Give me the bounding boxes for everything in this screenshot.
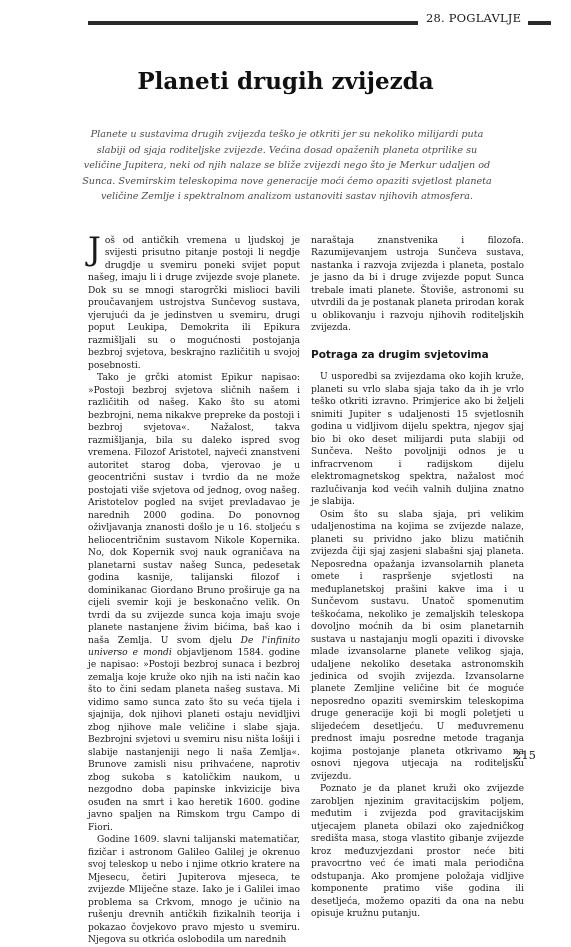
chapter-abstract: Planete u sustavima drugih zvijezda teško je otkriti jer su nekoliko milijardi puta slabiji od sjaja roditeljske zvijezde. Većina dosad opaženih planeta otprilike su veličine Jupitera, neki od njih nalaze se bliže zvijezdi nego što je Merkur udaljen od Sunca. Svemirskim teleskopima nove generacije moći ćemo opaziti svjetlost planeta veličine Zemlje i spektralnom analizom ustanoviti sastav njihovih atmosfera. [82, 129, 492, 202]
paragraph: Poznato je da planet kruži oko zvijezde zarobljen njezinim gravitacijskim poljem, međutim i zvijezda pod gravitacijskim utjecajem planeta obilazi oko zajedničkog središta masa, stoga vlastito gibanje zvijezde kroz međuzvjezdani prostor neće biti pravocrtno već će imati mala periodična odstupanja. Ako promjene položaja vidljive komponente pratimo više godina ili desetljeća, možemo opaziti da ona na nebu opisuje kružnu putanju. [311, 784, 524, 920]
paragraph: U usporedbi sa zvijezdama oko kojih kruže, planeti su vrlo slaba sjaja tako da ih je vrlo teško otkriti izravno. Primjerice ako bi željeli snimiti Jupiter s udaljenosti 15 svjetlosnih godina u vidljivom dijelu spektra, njegov sjaj bio bi oko deset milijardi puta slabiji od Sunčeva. Nešto povoljniji odnos je u infracrvenom i radijskom dijelu elektromagnetskog spektra, nažalost moć razlučivanja kod većih valnih duljina znatno je slabija. [311, 372, 524, 508]
drop-cap: J [88, 230, 101, 268]
paragraph-text: oš od antičkih vremena u ljudskoj je svijesti prisutno pitanje postoji li negdje drugdje u svemiru poneki svijet poput našeg, imaju li i druge zvijezde svoje planete. Dok su se mnogi starogrčki mislioci bavili proučavanjem ustrojstva Sunčevog sustava, vjerujući da je jedinstven u svemiru, drugi poput Leukipa, Demokrita ili Epikura razmišljali su o mogućnosti postojanja bezbroj svjetova, beskrajno različitih u svojoj posebnosti. [88, 236, 300, 371]
header-rule-left [88, 21, 418, 25]
paragraph: Osim što su slaba sjaja, pri velikim udaljenostima na kojima se zvijezde nalaze, planeti su prividno jako blizu matičnih zvijezda čiji sjaj zasjeni slabašni sjaj planeta. Neposredna opažanja izvansolarnih planeta omete i raspršenje svjetlosti na međuplanetskoj prašini kakve ima i u Sunčevom sustavu. Unatoč spomenutim teškoćama, nekoliko je zemaljskih teleskopa dovoljno moćnih da bi osim planetarnih sustava u nastajanju mogli opaziti i divovske mlade izvansolarne planete velikog sjaja, udaljene nekoliko desetaka astronomskih jedinica od svojih zvijezda. Izvansolarne planete Zemljine veličine bit će moguće neposredno opaziti svemirskim teleskopima druge generacije koji bi mogli poletjeti u slijedećem desetljeću. U međuvremenu prednost imaju posredne metode traganja kojima postojanje planeta otkrivamo na osnovi njegova utjecaja na roditeljsku zvijezdu. [311, 509, 524, 782]
header-rule-right [528, 21, 551, 25]
page-number: 215 [514, 748, 536, 762]
left-column [88, 230, 300, 947]
paragraph: Godine 1609. slavni talijanski matematičar, fizičar i astronom Galileo Galilej je okrenuo svoj teleskop u nebo i njime otkrio kratere na Mjesecu, četiri Jupiterova mjeseca, te zvijezde Mliječne staze. Iako je i Galilei imao problema sa Crkvom, mnogo je učinio na rušenju drevnih antičkih fizikalnih teorija i pokazao čovjekovo pravo mjesto u svemiru. Njegova su otkrića oslobodila um narednih [88, 835, 300, 946]
paragraph-text: Tako je grčki atomist Epikur napisao: »Postoji bezbroj svjetova sličnih našem i različitih od našeg. Kako što su atomi bezbrojni, nema nikakve prepreke da postoji i bezbroj svjetova«. Nažalost, takva razmišljanja, bila su daleko ispred svog vremena. Filozof Aristotel, najveći znanstveni autoritet starog doba, vjerovao je u geocentrični sustav i tvrdio da ne može postojati više svjetova od jednog, ovog našeg. Aristotelov pogled na svijet prevladavao je narednih 2000 godina. Do ponovnog oživljavanja znanosti došlo je u 16. stoljeću s heliocentričnim sustavom Nikole Kopernika. No, dok Kopernik svoj nauk ograničava na planetarni sustav našeg Sunca, pedesetak godina kasnije, talijanski filozof i dominikanac Giordano Bruno proširuje ga na cijeli svemir koji je beskonačno velik. On tvrdi da su zvijezde sunca koja imaju svoje planete nastanjene živim bićima, baš kao i naša Zemlja. U svom djelu [88, 373, 300, 646]
paragraph [88, 372, 300, 834]
section-heading: Potraga za drugim svjetovima [311, 348, 489, 361]
page-title: Planeti drugih zvijezda [137, 68, 434, 95]
chapter-label: 28. POGLAVLJE [426, 11, 522, 25]
right-column [311, 235, 524, 921]
paragraph-text: objavljenom 1584. godine je napisao: »Postoji bezbroj sunaca i bezbroj zemalja koje kruže oko njih na isti način kao što to čini sedam planeta našeg sustava. Mi vidimo samo sunca zato što su veća tijela i sjajnija, dok njihovi planeti ostaju nevidljivi zbog njihove male veličine i slabe sjaja. Bezbrojni svjetovi u svemiru nisu ništa lošiji i slabije nastanjeniji nego li naša Zemlja«. Brunove zamisli nisu prihvaćene, naprotiv zbog sukoba s katoličkim naukom, u nezgodno doba papinske inkvizicije biva osuđen na smrt i kao heretik 1600. godine javno spaljen na Rimskom trgu Campo di Fiori. [88, 647, 300, 833]
paragraph: naraštaja znanstvenika i filozofa. Razumijevanjem ustroja Sunčeva sustava, nastanka i razvoja zvijezda i planeta, postalo je jasno da bi i druge zvijezde poput Sunca trebale imati planete. Štoviše, astronomi su utvrdili da je postanak planeta prirodan korak u oblikovanju i razvoju njihovih roditeljskih zvijezda. [311, 236, 524, 334]
book-title: De l'infinito universo e mondi [88, 635, 300, 658]
paragraph [88, 230, 300, 372]
